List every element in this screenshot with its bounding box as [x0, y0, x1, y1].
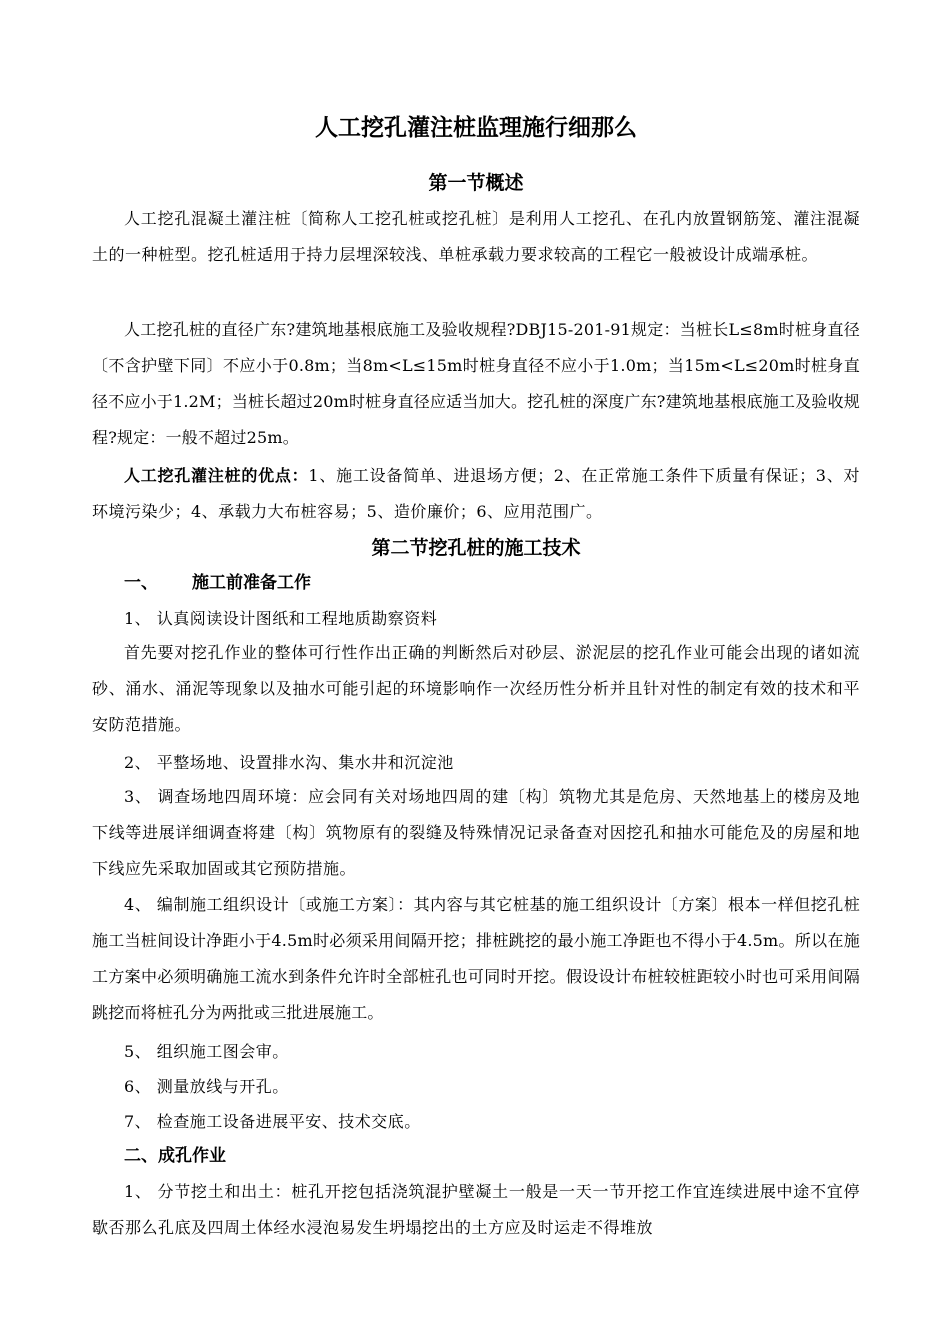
item-5: 5、 组织施工图会审。 — [124, 1042, 289, 1061]
item-1-paragraph: 首先要对挖孔作业的整体可行性作出正确的判断然后对砂层、淤泥层的挖孔作业可能会出现的诸如流砂、涌水、涌泥等现象以及抽水可能引起的环境影响作一次经历性分析并且针对性的制定有效的技术和平安防范措施。 — [92, 643, 860, 734]
advantages-lead: 人工挖孔灌注桩的优点： — [124, 466, 309, 485]
section-1-heading: 第一节概述 — [428, 172, 524, 194]
part-1-title: 施工前准备工作 — [192, 573, 311, 593]
part-2-paragraph-1: 1、 分节挖土和出土：桩孔开挖包括浇筑混护壁凝土一般是一天一节开挖工作宜连续进展中途不宜停歇否那么孔底及四周土体经水浸泡易发生坍塌挖出的土方应及时运走不得堆放 — [92, 1182, 860, 1237]
section-1-paragraph-3 — [92, 458, 860, 530]
section-2-heading: 第二节挖孔桩的施工技术 — [371, 537, 581, 559]
item-1: 1、 认真阅读设计图纸和工程地质勘察资料 — [124, 609, 438, 628]
advantages-text: 1、施工设备简单、进退场方便；2、在正常施工条件下质量有保证；3、对环境污染少；4、承载力大布桩容易；5、造价廉价；6、应用范围广。 — [92, 466, 860, 521]
item-6: 6、 测量放线与开孔。 — [124, 1077, 289, 1096]
document-title: 人工挖孔灌注桩监理施行细那么 — [315, 115, 637, 141]
part-1-heading — [124, 569, 311, 597]
item-2: 2、 平整场地、设置排水沟、集水井和沉淀池 — [124, 753, 454, 772]
part-1-number: 一、 — [124, 573, 158, 593]
section-1-paragraph-1: 人工挖孔混凝土灌注桩〔简称人工挖孔桩或挖孔桩〕是利用人工挖孔、在孔内放置钢筋笼、灌注混凝土的一种桩型。挖孔桩适用于持力层埋深较浅、单桩承载力要求较高的工程它一般被设计成端承桩。 — [92, 209, 860, 264]
item-4-paragraph: 4、 编制施工组织设计〔或施工方案〕：其内容与其它桩基的施工组织设计〔方案〕根本一样但挖孔桩施工当桩间设计净距小于4.5m时必须采用间隔开挖；排桩跳挖的最小施工净距也不得小于4.5m。所以在施工方案中必须明确施工流水到条件允许时全部桩孔也可同时开挖。假设设计布桩较桩距较小时也可采用间隔跳挖而将桩孔分为两批或三批进展施工。 — [92, 895, 860, 1022]
item-3-paragraph: 3、 调查场地四周环境：应会同有关对场地四周的建〔构〕筑物尤其是危房、天然地基上的楼房及地下线等进展详细调查将建〔构〕筑物原有的裂缝及特殊情况记录备查对因挖孔和抽水可能危及的房屋和地下线应先采取加固或其它预防措施。 — [92, 787, 860, 878]
item-7: 7、 检查施工设备进展平安、技术交底。 — [124, 1112, 421, 1131]
part-2-heading: 二、成孔作业 — [124, 1146, 226, 1166]
section-1-paragraph-2: 人工挖孔桩的直径广东?建筑地基根底施工及验收规程?DBJ15-201-91规定：当桩长L≤8m时桩身直径〔不含护壁下同〕不应小于0.8m；当8m<L≤15m时桩身直径不应小于1.0m；当15m<L≤20m时桩身直径不应小于1.2M；当桩长超过20m时桩身直径应适当加大。挖孔桩的深度广东?建筑地基根底施工及验收规程?规定：一般不超过25m。 — [92, 320, 860, 447]
